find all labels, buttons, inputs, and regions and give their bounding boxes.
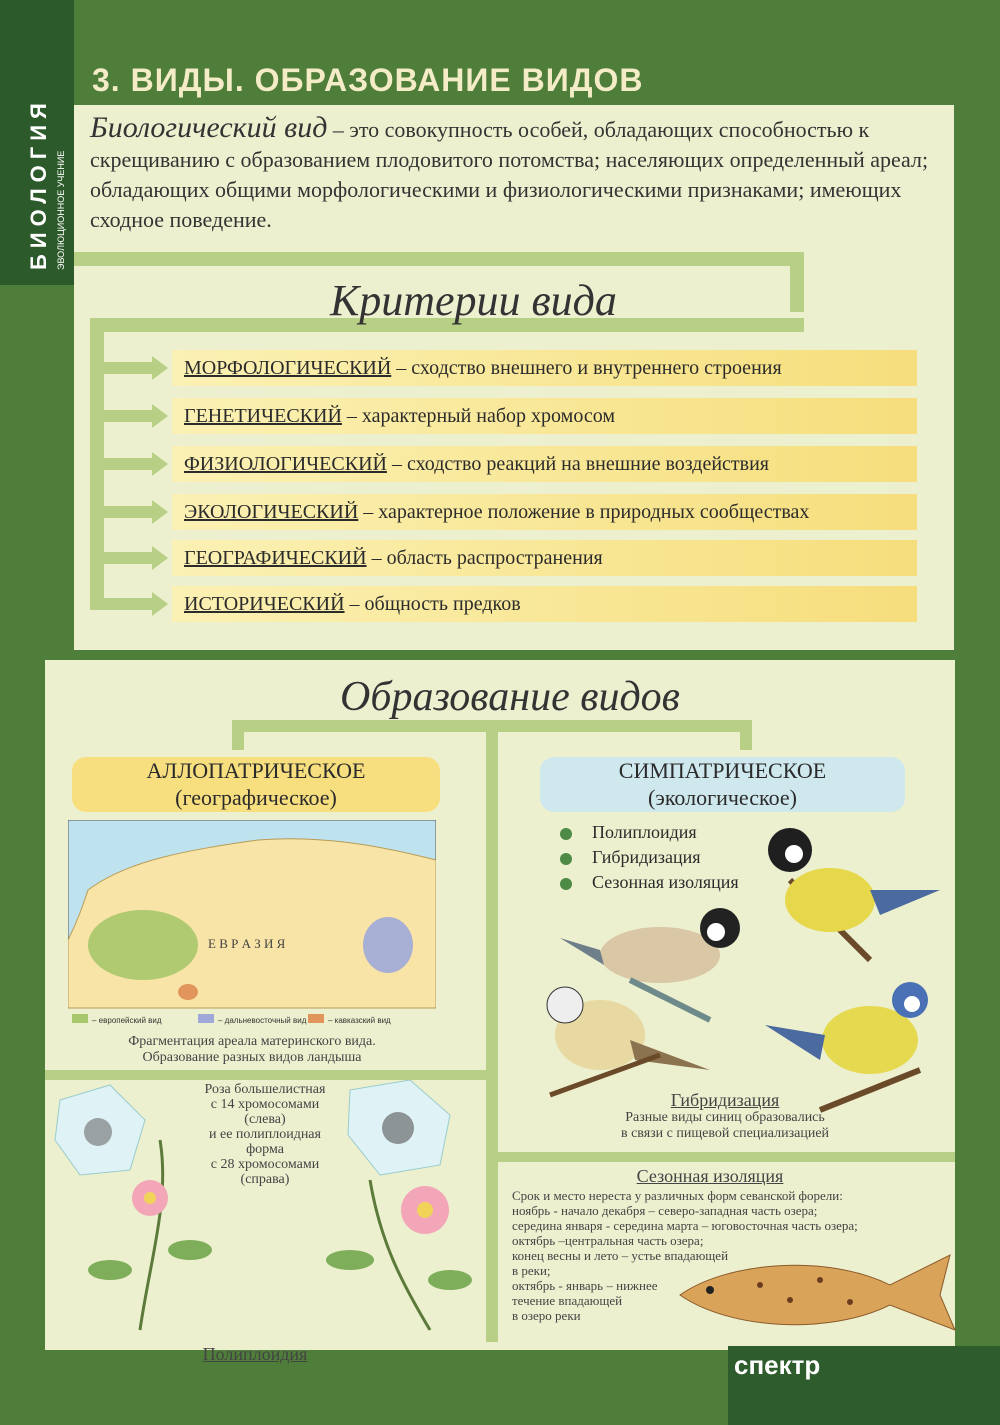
criterion-row	[172, 398, 917, 434]
formation-connector	[740, 720, 752, 750]
method-label: Гибридизация	[592, 847, 701, 867]
caucasus-range	[178, 984, 198, 1000]
season-line: октябрь –центральная часть озера;	[512, 1233, 704, 1248]
criterion-row	[172, 446, 917, 482]
rose-line: (слева)	[244, 1112, 286, 1127]
arrow-right-icon	[152, 452, 168, 476]
formation-divider	[45, 1070, 486, 1080]
legend-europe: – европейский вид	[92, 1016, 162, 1025]
criterion-name: ГЕНЕТИЧЕСКИЙ	[184, 405, 342, 427]
formation-connector	[232, 720, 244, 750]
criteria-connector	[74, 252, 790, 266]
legend-caucasus: – кавказский вид	[328, 1016, 391, 1025]
allopatric-label: АЛЛОПАТРИЧЕСКОЕ	[146, 758, 366, 783]
criterion-desc: – сходство внешнего и внутреннего строения	[391, 357, 782, 379]
criterion-desc: – область распространения	[366, 547, 603, 569]
criterion-connector	[90, 598, 154, 610]
criterion-connector	[90, 410, 154, 422]
criterion-connector	[90, 362, 154, 374]
tits-illustration	[520, 820, 950, 1120]
season-line: Срок и место нереста у различных форм севанской форели:	[512, 1188, 843, 1203]
method-label: Сезонная изоляция	[592, 872, 739, 892]
birds-title: Гибридизация	[670, 1090, 780, 1110]
method-label: Полиплоидия	[592, 822, 697, 842]
definition-term: Биологический вид	[90, 111, 328, 144]
map-continent-label: Е В Р А З И Я	[208, 936, 286, 951]
formation-divider	[486, 732, 498, 1342]
birds-caption-line2: в связи с пищевой специализацией	[620, 1126, 830, 1141]
criterion-connector	[90, 506, 154, 518]
formation-title: Образование видов	[340, 674, 680, 720]
criterion-row	[172, 586, 917, 622]
rose-line: с 28 хромосомами	[210, 1157, 320, 1172]
trout-illustration	[670, 1240, 960, 1340]
season-line: середина января - середина марта – юговосточная часть озера;	[512, 1218, 858, 1233]
sidebar	[0, 0, 74, 285]
formation-divider	[498, 1152, 955, 1162]
criterion-connector	[90, 458, 154, 470]
far-east-range	[363, 917, 413, 973]
rose-line: (справа)	[240, 1172, 290, 1187]
season-line: в озеро реки	[512, 1308, 581, 1323]
allopatric-pill	[72, 757, 440, 812]
criterion-name: ФИЗИОЛОГИЧЕСКИЙ	[184, 453, 387, 475]
allopatric-sublabel: (географическое)	[175, 785, 337, 810]
page-title: 3. ВИДЫ. ОБРАЗОВАНИЕ ВИДОВ	[92, 62, 644, 98]
season-line: конец весны и лето – устье впадающей	[512, 1248, 729, 1263]
definition-text: – это совокупность особей, обладающих способностью к скрещиванию с образованием плодовитого потомства; населяющих определенный ареал; обладающих общими морфологическими и физиологическими признаками; имеющих сходное поведение.	[90, 117, 929, 232]
arrow-right-icon	[152, 404, 168, 428]
criterion-name: ГЕОГРАФИЧЕСКИЙ	[184, 547, 367, 569]
criterion-row	[172, 494, 917, 530]
rose-line: с 14 хромосомами	[210, 1097, 320, 1112]
season-line: ноябрь - начало декабря – северо-западная часть озера;	[512, 1203, 818, 1218]
formation-connector	[232, 720, 752, 732]
europe-range	[88, 910, 198, 980]
season-line: течение впадающей	[512, 1293, 623, 1308]
arrow-right-icon	[152, 500, 168, 524]
rose-caption: Полиплоидия	[202, 1344, 308, 1364]
rose-line: форма	[246, 1142, 284, 1157]
season-line: в реки;	[512, 1263, 551, 1278]
criterion-desc: – общность предков	[344, 593, 521, 615]
criterion-name: ЭКОЛОГИЧЕСКИЙ	[184, 501, 359, 523]
arrow-right-icon	[152, 546, 168, 570]
arrow-right-icon	[152, 592, 168, 616]
legend-far-east: – дальневосточный вид	[218, 1016, 307, 1025]
publisher-logo: спектр	[734, 1350, 821, 1380]
map-caption	[68, 1034, 436, 1066]
rose-line: Роза большелистная	[204, 1082, 326, 1097]
sympatric-sublabel: (экологическое)	[648, 785, 797, 810]
criteria-title: Критерии вида	[330, 276, 617, 325]
criterion-name: МОРФОЛОГИЧЕСКИЙ	[184, 357, 392, 379]
season-line: октябрь - январь – нижнее	[512, 1278, 658, 1293]
criterion-desc: – характерный набор хромосом	[341, 405, 615, 427]
sympatric-pill	[540, 757, 905, 812]
season-title: Сезонная изоляция	[636, 1166, 784, 1186]
trout-icon	[680, 1255, 955, 1330]
rose-line: и ее полиплоидная	[209, 1127, 321, 1142]
criterion-desc: – сходство реакций на внешние воздействия	[386, 453, 770, 475]
birds-caption	[560, 1090, 890, 1142]
criterion-row	[172, 350, 917, 386]
great-tit-icon	[785, 868, 875, 932]
criterion-connector	[90, 552, 154, 564]
criterion-name: ИСТОРИЧЕСКИЙ	[184, 593, 345, 615]
sympatric-label: СИМПАТРИЧЕСКОЕ	[618, 758, 827, 783]
criterion-row	[172, 540, 917, 576]
subject-label: БИОЛОГИЯ	[26, 97, 51, 270]
eurasia-map	[68, 820, 436, 1032]
publisher-block	[728, 1346, 1000, 1425]
birds-caption-line1: Разные виды синиц образовались	[625, 1110, 825, 1125]
map-caption-line1: Фрагментация ареала материнского вида.	[128, 1034, 376, 1049]
criterion-desc: – характерное положение в природных сообществах	[358, 501, 810, 523]
definition	[90, 113, 950, 235]
arrow-right-icon	[152, 356, 168, 380]
subject-subtitle: ЭВОЛЮЦИОННОЕ УЧЕНИЕ	[56, 150, 66, 270]
rose-text	[190, 1082, 340, 1187]
criteria-connector	[790, 252, 804, 312]
map-caption-line2: Образование разных видов ландыша	[142, 1050, 362, 1065]
